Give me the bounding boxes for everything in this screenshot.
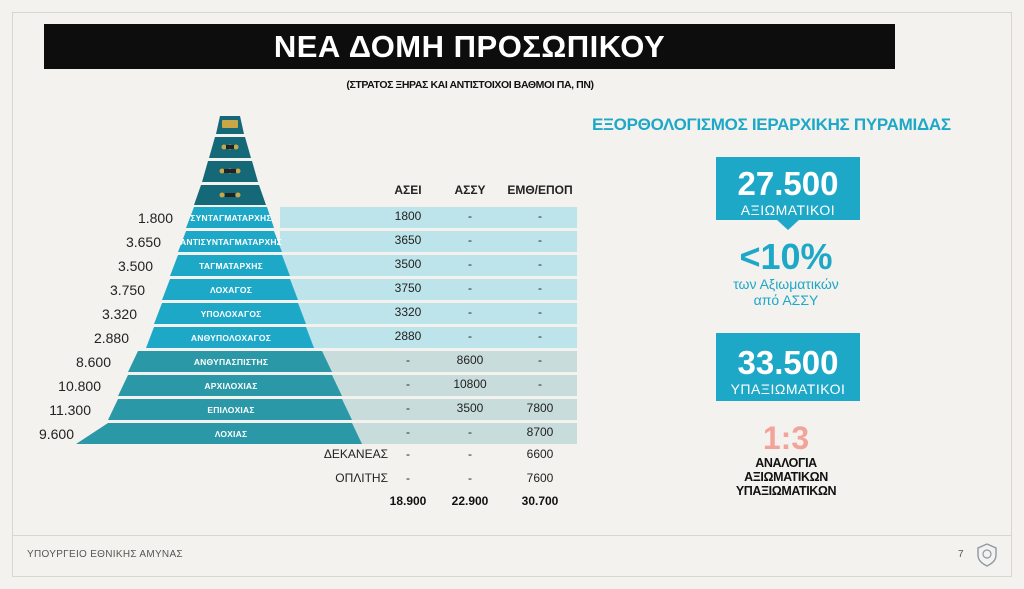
row-total: 3.320 (101, 306, 137, 322)
row-total: 11.300 (49, 402, 91, 418)
rank-label: ΛΟΧΑΓΟΣ (209, 285, 253, 295)
cell-asei: 3750 (394, 281, 422, 295)
rank-label: ΣΥΝΤΑΓΜΑΤΑΡΧΗΣ (190, 213, 272, 223)
extra-rank-label: ΔΕΚΑΝΕΑΣ (323, 447, 388, 461)
cell-asei: - (406, 401, 410, 415)
cell-asei: - (406, 353, 410, 367)
total-assy: 22.900 (451, 494, 489, 508)
cell-assy: - (468, 305, 472, 319)
page-number: 7 (958, 549, 964, 560)
page-subtitle: (ΣΤΡΑΤΟΣ ΞΗΡΑΣ ΚΑΙ ΑΝΤΙΣΤΟΙΧΟΙ ΒΑΘΜΟΙ ΠΑ, ΠΝ) (346, 79, 594, 91)
cell-asei: - (406, 471, 410, 485)
percent-line2: από ΑΣΣΥ (753, 292, 819, 308)
total-asei: 18.900 (389, 494, 427, 508)
cell-asei: 3320 (394, 305, 422, 319)
right-heading: ΕΞΟΡΘΟΛΟΓΙΣΜΟΣ ΙΕΡΑΡΧΙΚΗΣ ΠΥΡΑΜΙΔΑΣ (592, 115, 951, 134)
row-total: 3.650 (125, 234, 161, 250)
rank-label: ΥΠΟΛΟΧΑΓΟΣ (200, 309, 262, 319)
percent-line1: των Αξιωματικών (733, 276, 839, 292)
row-total: 2.880 (93, 330, 129, 346)
total-emth: 30.700 (521, 494, 559, 508)
ratio-value: 1:3 (762, 420, 810, 456)
rank-label: ΑΝΘΥΠΑΣΠΙΣΤΗΣ (193, 357, 269, 367)
rank-label: ΛΟΧΙΑΣ (214, 429, 248, 439)
cell-assy: - (468, 329, 472, 343)
rank-label: ΤΑΓΜΑΤΑΡΧΗΣ (199, 261, 263, 271)
ratio-line1: ΑΝΑΛΟΓΙΑ (755, 456, 817, 470)
officers-box (716, 157, 860, 220)
cell-emth: 7800 (526, 401, 554, 415)
officers-label: ΑΞΙΩΜΑΤΙΚΟΙ (740, 202, 836, 218)
nco-value: 33.500 (737, 344, 839, 381)
cell-asei: 3500 (394, 257, 422, 271)
cell-asei: 2880 (394, 329, 422, 343)
cell-asei: 1800 (394, 209, 422, 223)
column-header-asei: ΑΣΕΙ (394, 183, 422, 197)
cell-assy: - (468, 233, 472, 247)
cell-asei: - (406, 425, 410, 439)
officers-box-pointer-icon (776, 219, 800, 231)
cell-emth: 6600 (526, 447, 554, 461)
cell-asei: 3650 (394, 233, 422, 247)
percent-block (716, 238, 856, 308)
column-header-emth: ΕΜΘ/ΕΠΟΠ (507, 183, 573, 197)
page-title: ΝΕΑ ΔΟΜΗ ΠΡΟΣΩΠΙΚΟΥ (44, 24, 895, 69)
cell-emth: - (538, 209, 542, 223)
cell-emth: - (538, 353, 542, 367)
cell-asei: - (406, 377, 410, 391)
cell-emth: - (538, 281, 542, 295)
row-total: 3.750 (109, 282, 145, 298)
cell-emth: - (538, 329, 542, 343)
cell-asei: - (406, 447, 410, 461)
rank-label: ΑΡΧΙΛΟΧΙΑΣ (204, 381, 258, 391)
cell-assy: 3500 (456, 401, 484, 415)
cell-emth: - (538, 233, 542, 247)
row-total: 1.800 (137, 210, 173, 226)
nco-box (716, 333, 860, 401)
column-header-assy: ΑΣΣΥ (454, 183, 486, 197)
row-total: 10.800 (58, 378, 101, 394)
cell-assy: - (468, 471, 472, 485)
rank-label: ΑΝΤΙΣΥΝΤΑΓΜΑΤΑΡΧΗΣ (180, 237, 282, 247)
officers-value: 27.500 (737, 165, 839, 202)
footer-divider (12, 535, 1012, 536)
ratio-line2: ΑΞΙΩΜΑΤΙΚΩΝ (744, 470, 828, 484)
ministry-crest-icon (976, 543, 998, 567)
cell-emth: - (538, 377, 542, 391)
row-total: 8.600 (75, 354, 111, 370)
footer-ministry: ΥΠΟΥΡΓΕΙΟ ΕΘΝΙΚΗΣ ΑΜΥΝΑΣ (27, 549, 183, 560)
ratio-block (716, 420, 856, 498)
row-total: 9.600 (38, 426, 74, 442)
row-total: 3.500 (117, 258, 153, 274)
cell-assy: - (468, 209, 472, 223)
rank-label: ΑΝΘΥΠΟΛΟΧΑΓΟΣ (190, 333, 272, 343)
cell-emth: 8700 (526, 425, 554, 439)
cell-emth: - (538, 305, 542, 319)
extra-rank-label: ΟΠΛΙΤΗΣ (335, 471, 388, 485)
cell-assy: 10800 (453, 377, 487, 391)
cell-emth: - (538, 257, 542, 271)
cell-assy: - (468, 425, 472, 439)
general-tiers (194, 116, 266, 205)
percent-value: <10% (739, 236, 833, 277)
cell-assy: - (468, 281, 472, 295)
ratio-line3: ΥΠΑΞΙΩΜΑΤΙΚΩΝ (735, 484, 837, 498)
cell-assy: - (468, 257, 472, 271)
cell-assy: - (468, 447, 472, 461)
nco-label: ΥΠΑΞΙΩΜΑΤΙΚΟΙ (730, 381, 846, 397)
rank-label: ΕΠΙΛΟΧΙΑΣ (207, 405, 255, 415)
cell-assy: 8600 (456, 353, 484, 367)
cell-emth: 7600 (526, 471, 554, 485)
